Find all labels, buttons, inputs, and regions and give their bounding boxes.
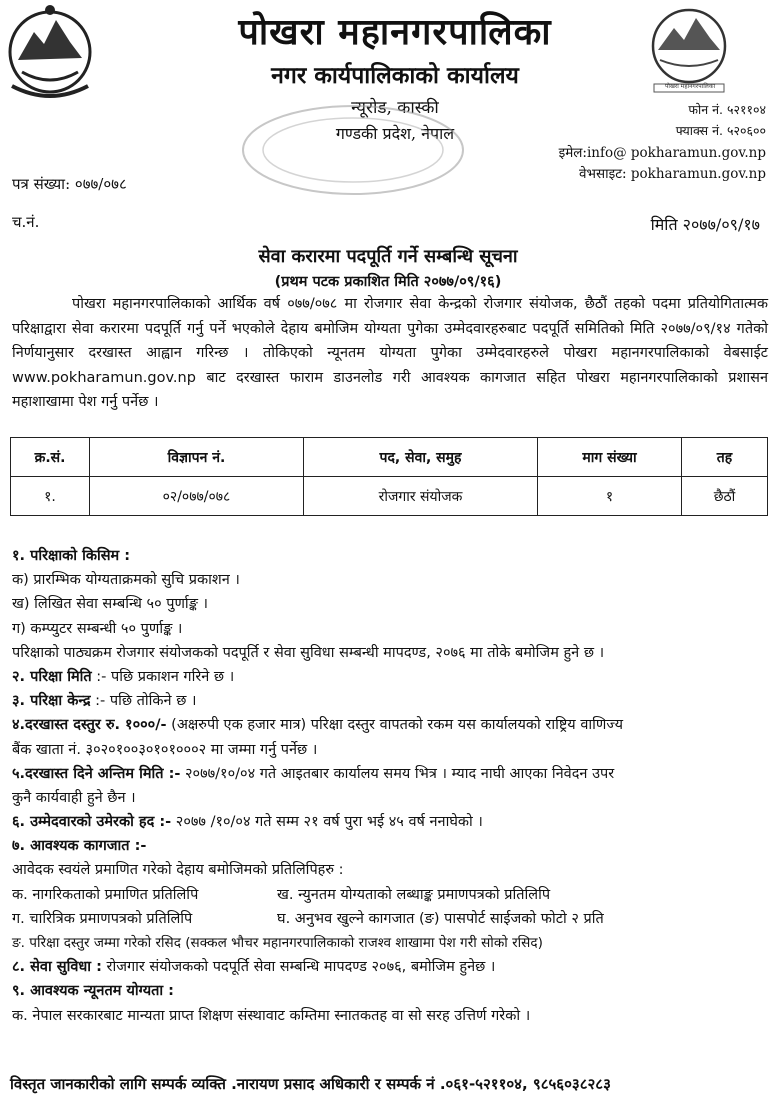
col-level: तह [682, 438, 768, 477]
section-documents-head: ७. आवश्यक कागजात :- [12, 838, 147, 855]
section-fee-head: ४.दरखास्त दस्तुर रु. १०००/- [12, 717, 167, 734]
col-post: पद, सेवा, समुह [304, 438, 538, 477]
dispatch-number: च.नं. [12, 213, 40, 231]
table-row [11, 477, 768, 516]
section-deadline-head: ५.दरखास्त दिने अन्तिम मिति :- [12, 765, 181, 782]
deadline-note: कुनै कार्यवाही हुने छैन । [12, 789, 136, 806]
col-demand: माग संख्या [538, 438, 682, 477]
section-exam-center-head: ३. परिक्षा केन्द्र [12, 693, 91, 710]
notice-title: सेवा करारमा पदपूर्ति गर्ने सम्बन्धि सूचना [258, 246, 518, 267]
col-serial: क्र.सं. [11, 438, 90, 477]
doc-experience: घ. अनुभव खुल्ने कागजात (ङ) पासपोर्ट साईजको फोटो २ प्रति [277, 910, 604, 927]
contact-fax: फ्याक्स नं. ५२०६०० [675, 123, 766, 138]
exam-type-c: ग) कम्प्युटर सम्बन्धी ५० पुर्णाङ्क । [12, 620, 183, 637]
office-title: पोखरा महानगरपालिका [238, 11, 552, 53]
doc-fee-receipt: ङ. परिक्षा दस्तुर जम्मा गरेको रसिद (सक्कल भौचर महानगरपालिकाको राजश्व शाखामा पेश गरी सोको रसिद) [12, 935, 543, 951]
section-exam-type-head: १. परिक्षाको किसिम : [12, 548, 131, 564]
exam-center-text: :- पछि तोकिने छ । [95, 693, 197, 710]
qualification-text: क. नेपाल सरकारबाट मान्यता प्राप्त शिक्षण संस्थावाट कम्तिमा स्नातकतह वा सो सरह उत्तिर्ण गरेको । [12, 1007, 531, 1024]
exam-type-b: ख) लिखित सेवा सम्बन्धि ५० पुर्णाङ्क । [12, 596, 208, 613]
contact-email: इमेल:info@ pokharamun.gov.np [558, 145, 766, 161]
exam-type-a: क) प्रारम्भिक योग्यताक्रमको सुचि प्रकाशन । [12, 572, 240, 589]
syllabus-note: परिक्षाको पाठ्यक्रम रोजगार संयोजकको पदपूर्ति र सेवा सुविधा सम्बन्धी मापदण्ड, २०७६ मा तोके बमोजिम हुने छ । [12, 644, 605, 661]
doc-citizenship: क. नागरिकताको प्रमाणित प्रतिलिपि [12, 886, 199, 903]
office-province: गण्डकी प्रदेश, नेपाल [335, 124, 455, 143]
cell-level: छैठौं [682, 477, 768, 516]
documents-intro: आवेदक स्वयंले प्रमाणित गरेको देहाय बमोजिमको प्रतिलिपिहरु : [12, 862, 344, 879]
cell-post: रोजगार संयोजक [304, 477, 538, 516]
section-facility-head: ८. सेवा सुविधा : [12, 959, 102, 976]
doc-marksheet: ख. न्युनतम योग्यताको लब्धाङ्क प्रमाणपत्रको प्रतिलिपि [277, 886, 551, 903]
cell-advert-no: ०२/०७७/०७८ [90, 477, 304, 516]
section-age-head: ६. उम्मेदवारको उमेरको हद :- [12, 814, 172, 831]
office-location: न्यूरोड, कास्की [351, 98, 439, 118]
contact-footer: विस्तृत जानकारीको लागि सम्पर्क व्यक्ति .नारायण प्रसाद अधिकारी र सम्पर्क नं .०६१-५२११०४, ९८५६०३८२८३ [10, 1075, 611, 1093]
cell-demand: १ [538, 477, 682, 516]
contact-website: वेभसाइट: pokharamun.gov.np [579, 166, 766, 182]
post-table [10, 437, 768, 516]
fee-text: (अक्षरुपी एक हजार मात्र) परिक्षा दस्तुर वापतको रकम यस कार्यालयको राष्ट्रिय वाणिज्य [171, 717, 624, 734]
section-exam-date-head: २. परिक्षा मिति [12, 668, 92, 685]
table-header-row [11, 438, 768, 477]
cell-serial: १. [11, 477, 90, 516]
section-qualification-head: ९. आवश्यक न्यूनतम योग्यता : [12, 983, 174, 1000]
fee-account: बैंक खाता नं. ३०२०१००३०१०१०००२ मा जम्मा गर्नु पर्नेछ । [12, 741, 318, 758]
nepal-emblem-icon [4, 2, 96, 106]
first-published-date: (प्रथम पटक प्रकाशित मिति २०७७/०९/१६) [274, 274, 502, 290]
contact-phone: फोन नं. ५२११०४ [688, 102, 766, 117]
logo-caption: पोखरा महानगरपालिका [664, 83, 716, 90]
age-text: २०७७ /१०/०४ गते सम्म २१ वर्ष पुरा भई ४५ वर्ष ननाघेको । [175, 814, 483, 831]
col-advert-no: विज्ञापन नं. [90, 438, 304, 477]
notice-intro: पोखरा महानगरपालिकाको आर्थिक वर्ष ०७७/०७८ मा रोजगार सेवा केन्द्रको रोजगार संयोजक, छैठौं तहको पदमा प्रतियोगितात्मक परिक्षाद्वारा सेवा करारमा पदपूर्ति गर्नु पर्ने भएकोले देहाय बमोजिम योग्यता पुगेका उम्मेदवारहरुबाट पदपूर्ति समितिको मिति २०७७/०९/१४ गतेको निर्णयानुसार दरखास्त आह्वान गरिन्छ । तोकिएको न्यूनतम योग्यता पुगेका उम्मेदवारहरुले पोखरा महानगरपालिकाको वेबसाईट www.pokharamun.gov.np बाट दरखास्त फाराम डाउनलोड गरी आवश्यक कागजात सहित पोखरा महानगरपालिकाको प्रशासन महाशाखामा पेश गर्नु पर्नेछ । [12, 296, 768, 410]
pokhara-logo-icon [648, 6, 730, 94]
office-subtitle: नगर कार्यपालिकाको कार्यालय [271, 62, 519, 89]
doc-character: ग. चारित्रिक प्रमाणपत्रको प्रतिलिपि [12, 910, 193, 927]
notice-sections [12, 544, 772, 1028]
office-stamp-icon [238, 102, 468, 198]
deadline-text: २०७७/१०/०४ गते आइतबार कार्यालय समय भित्र । म्याद नाघी आएका निवेदन उपर [185, 765, 615, 782]
exam-date-text: :- पछि प्रकाशन गरिने छ । [96, 668, 235, 685]
notice-date: मिति २०७७/०९/१७ [650, 215, 760, 234]
letter-number: पत्र संख्या: ०७७/०७८ [12, 175, 127, 193]
facility-text: रोजगार संयोजकको पदपूर्ति सेवा सम्बन्धि मापदण्ड २०७६, बमोजिम हुनेछ । [106, 959, 496, 976]
